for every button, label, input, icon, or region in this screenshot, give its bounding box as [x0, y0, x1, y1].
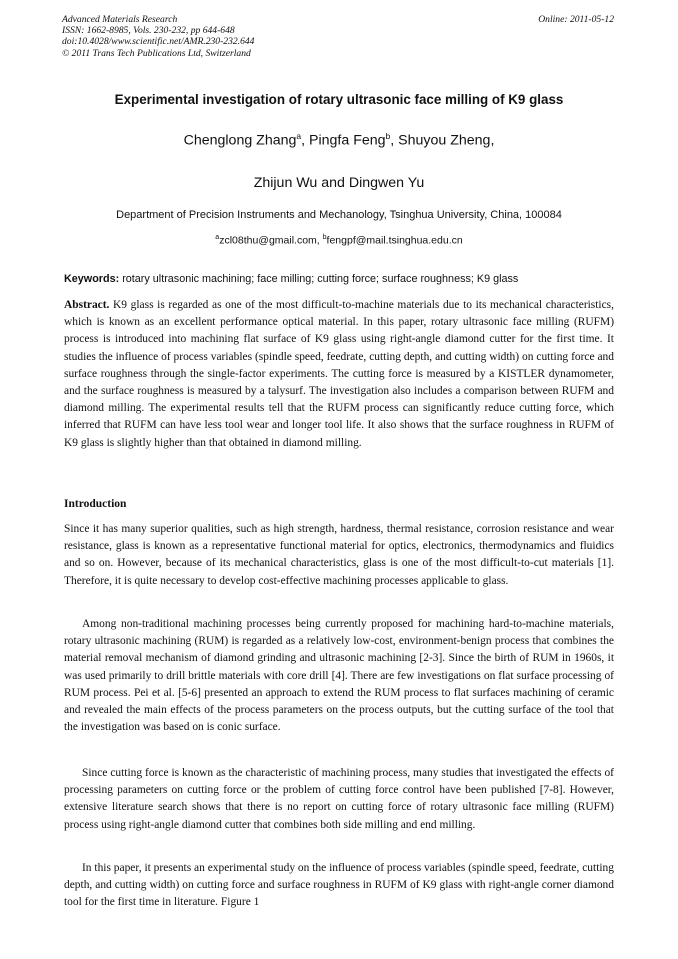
- abstract: [64, 297, 614, 452]
- issn-line: ISSN: 1662-8985, Vols. 230-232, pp 644-648: [62, 25, 235, 37]
- paragraph-text: Since cutting force is known as the characteristic of machining process, many studies that investigated the effects of processing parameters on cutting force or the problem of cutting force control have been published [7-8]. However, extensive literature search shows that there is no report on cutting force of rotary ultrasonic face milling (RUFM) process using right-angle diamond cutter that combines both side milling and end milling.: [64, 767, 614, 831]
- paragraph-text: Among non-traditional machining processes being currently proposed for machining hard-to-machine materials, rotary ultrasonic machining (RUM) is regarded as a relatively low-cost, environment-benign process that combines the material removal mechanism of diamond grinding and ultrasonic machining [2-3]. Since the birth of RUM in 1960s, it was used primarily to drill brittle materials with core drill [4]. There are few investigations on flat surface processing of RUM process. Pei et al. [5-6] presented an approach to extend the RUM process to flat surfaces machining of ceramic and revealed the main effects of the process parameters on the process outputs, but the cutting surface of the tool that the investigation was based on is conic surface.: [64, 618, 614, 734]
- section-heading: Introduction: [64, 498, 127, 510]
- keywords-label: Keywords:: [64, 273, 120, 285]
- doi-line: doi:10.4028/www.scientific.net/AMR.230-232.644: [62, 36, 255, 48]
- author-line-2: Zhijun Wu and Dingwen Yu: [253, 175, 425, 191]
- author-name: Pingfa Feng: [309, 132, 386, 149]
- paper-title: Experimental investigation of rotary ultrasonic face milling of K9 glass: [114, 92, 564, 107]
- paragraph: [64, 616, 614, 736]
- journal-name: Advanced Materials Research: [62, 14, 178, 25]
- email-link[interactable]: fengpf@mail.tsinghua.edu.cn: [326, 234, 463, 247]
- running-header: [62, 14, 614, 59]
- author-name: Chenglong Zhang: [183, 132, 297, 149]
- author-name: , Shuyou Zheng,: [390, 132, 495, 149]
- affiliation-mark: b: [385, 131, 391, 141]
- paragraph: [64, 765, 614, 834]
- copyright-line: © 2011 Trans Tech Publications Ltd, Switzerland: [62, 47, 251, 59]
- paragraph: [64, 521, 614, 590]
- affiliation-mark: a: [296, 131, 302, 141]
- online-date: Online: 2011-05-12: [538, 14, 614, 25]
- affiliation: Department of Precision Instruments and Mechanology, Tsinghua University, China, 100084: [116, 209, 562, 221]
- author-line-1: [0, 131, 678, 149]
- abstract-label: Abstract.: [64, 299, 110, 311]
- email-mark: b: [322, 234, 327, 241]
- keywords-text: rotary ultrasonic machining; face milling; cutting force; surface roughness; K9 glass: [119, 273, 519, 285]
- email-mark: a: [215, 234, 220, 241]
- email-line: [0, 234, 678, 247]
- paragraph: [64, 860, 614, 912]
- author-separator: ,: [301, 132, 310, 149]
- abstract-text: K9 glass is regarded as one of the most difficult-to-machine materials due to its mechanical characteristics, which is known as an excellent performance optical material. In this paper, rotary ultrasonic face milling (RUFM) process is introduced into machining flat surface of K9 glass using right-angle diamond cutter for the first time. It studies the influence of process variables (spindle speed, feedrate, cutting depth, and cutting width) on cutting force and surface roughness through the single-factor experiments. The cutting force is measured by a KISTLER dynamometer, and the surface roughness is measured by a talysurf. The investigation also includes a comparison between RUFM and diamond milling. The experimental results tell that the RUFM process can significantly reduce cutting force, which inferred that RUFM can have less tool wear and longer tool life. It also shows that the surface roughness in RUFM of K9 glass is slightly higher than that obtained in diamond milling.: [64, 299, 614, 449]
- keywords: [64, 273, 614, 285]
- email-link[interactable]: zcl08thu@gmail.com,: [219, 234, 323, 247]
- paragraph-text: Since it has many superior qualities, such as high strength, hardness, thermal resistance, corrosion resistance and wear resistance, glass is known as a representative functional material for optics, electronics, thermodynamics and fluidics and so on. However, because of its mechanical characteristics, glass is one of the most difficult-to-cut materials [1]. Therefore, it is quite necessary to develop cost-effective machining processes applicable to glass.: [64, 523, 614, 587]
- paragraph-text: In this paper, it presents an experimental study on the influence of process variables (spindle speed, feedrate, cutting depth, and cutting width) on cutting force and surface roughness in RUFM of K9 glass with right-angle corner diamond tool for the first time in literature. Figure 1: [64, 862, 614, 909]
